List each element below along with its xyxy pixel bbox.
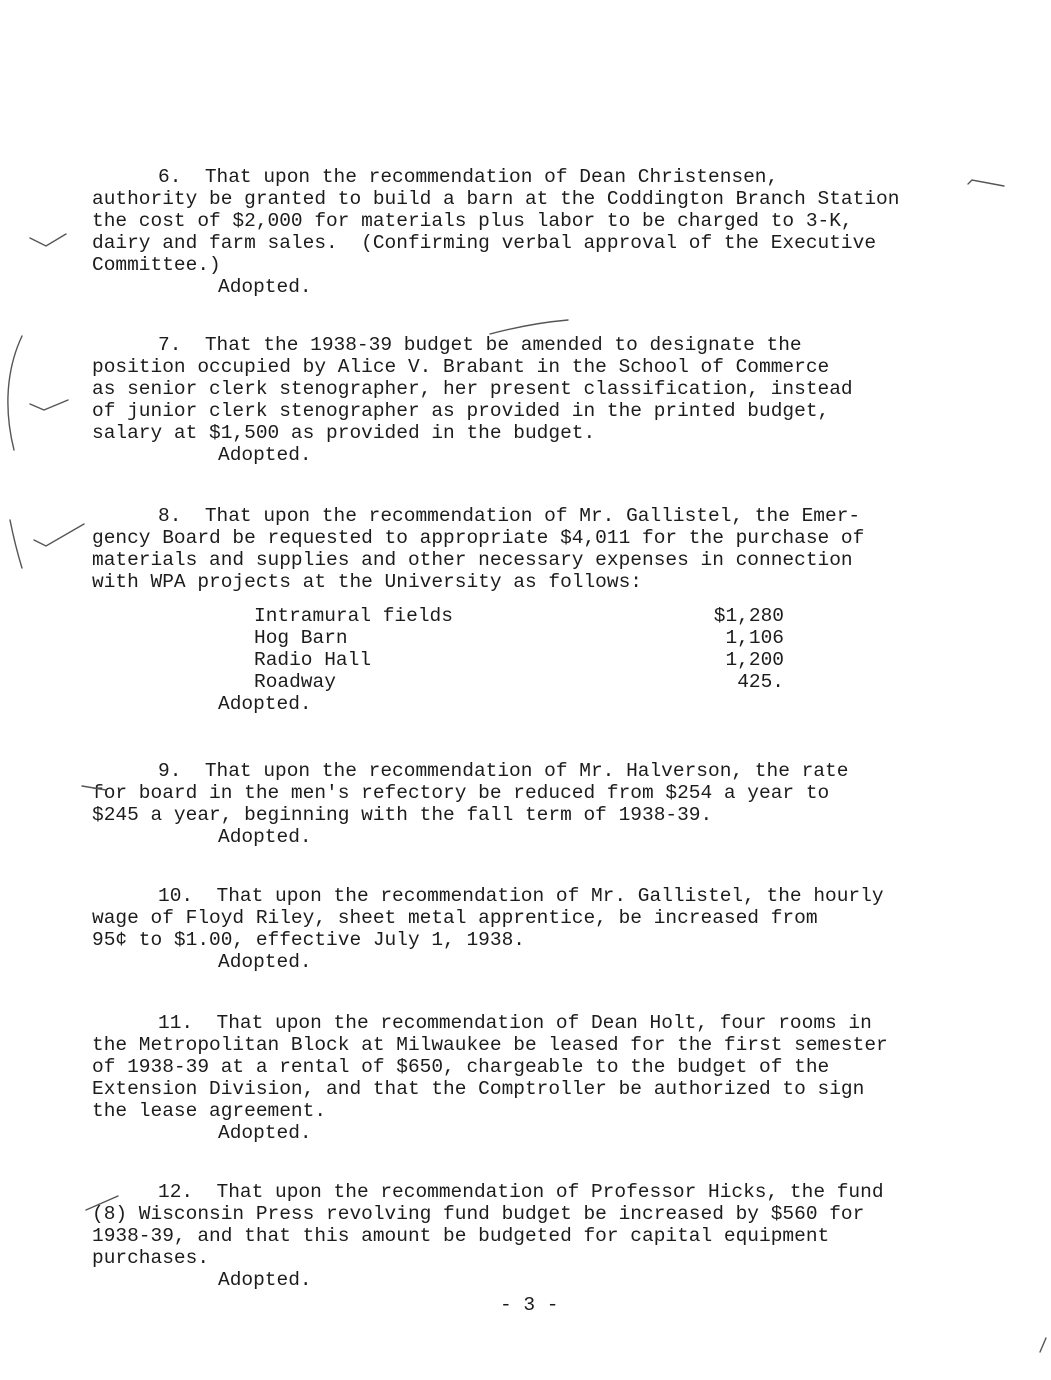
item-number: 7. [158, 334, 182, 356]
item-text-line: 95¢ to $1.00, effective July 1, 1938. [92, 929, 525, 951]
item-text-line: gency Board be requested to appropriate $4,011 for the purchase of [92, 527, 865, 549]
check-mark-icon [30, 400, 68, 410]
adopted-status: Adopted. [218, 693, 312, 715]
tick-mark-icon [82, 786, 106, 790]
item-text-line: position occupied by Alice V. Brabant in the School of Commerce [92, 356, 830, 378]
item-text-line: That upon the recommendation of Mr. Halverson, the rate [204, 760, 849, 782]
budget-label: Roadway [254, 671, 336, 693]
item-text-line: Committee.) [92, 254, 221, 276]
item-text-line: as senior clerk stenographer, her present classification, instead [92, 378, 853, 400]
budget-amount: 425. [737, 671, 784, 693]
check-mark-icon [34, 524, 84, 546]
budget-amount: 1,106 [725, 627, 784, 649]
budget-amount: $1,280 [713, 605, 784, 627]
item-text-line: That upon the recommendation of Mr. Gallistel, the hourly [216, 885, 884, 907]
item-text-line: with WPA projects at the University as follows: [92, 571, 642, 593]
item-text-line: salary at $1,500 as provided in the budget. [92, 422, 596, 444]
item-text-line: Extension Division, and that the Comptroller be authorized to sign [92, 1078, 865, 1100]
item-text-line: dairy and farm sales. (Confirming verbal approval of the Executive [92, 232, 877, 254]
item-text-line: That upon the recommendation of Mr. Gallistel, the Emer- [204, 505, 861, 527]
item-number: 8. [158, 505, 182, 527]
item-number: 12. [158, 1181, 194, 1203]
page-number: - 3 - [500, 1294, 559, 1316]
budget-label: Intramural fields [254, 605, 453, 627]
tick-mark-icon [86, 1196, 118, 1210]
item-number: 11. [158, 1012, 194, 1034]
item-text-line: materials and supplies and other necessary expenses in connection [92, 549, 853, 571]
adopted-status: Adopted. [218, 951, 312, 973]
item-text-line: wage of Floyd Riley, sheet metal apprentice, be increased from [92, 907, 818, 929]
item-text-line: the Metropolitan Block at Milwaukee be leased for the first semester [92, 1034, 888, 1056]
item-text-line: That upon the recommendation of Dean Holt, four rooms in [216, 1012, 872, 1034]
budget-label: Hog Barn [254, 627, 348, 649]
item-text-line: That upon the recommendation of Dean Christensen, [204, 166, 779, 188]
underline-mark-icon [490, 320, 568, 334]
item-number: 6. [158, 166, 182, 188]
item-text-line: authority be granted to build a barn at the Coddington Branch Station [92, 188, 900, 210]
item-text-line: purchases. [92, 1247, 210, 1269]
item-text-line: $245 a year, beginning with the fall term of 1938-39. [92, 804, 713, 826]
adopted-status: Adopted. [218, 1269, 312, 1291]
item-number: 10. [158, 885, 194, 907]
tick-mark-icon [968, 180, 1004, 186]
item-text-line: of 1938-39 at a rental of $650, chargeable to the budget of the [92, 1056, 830, 1078]
item-text-line: (8) Wisconsin Press revolving fund budget be increased by $560 for [92, 1203, 865, 1225]
adopted-status: Adopted. [218, 276, 312, 298]
item-text-line: for board in the men's refectory be reduced from $254 a year to [92, 782, 830, 804]
budget-label: Radio Hall [254, 649, 372, 671]
item-text-line: That the 1938-39 budget be amended to designate the [204, 334, 802, 356]
item-number: 9. [158, 760, 182, 782]
item-text-line: the cost of $2,000 for materials plus labor to be charged to 3-K, [92, 210, 853, 232]
adopted-status: Adopted. [218, 826, 312, 848]
tick-mark-icon [1040, 1338, 1046, 1352]
adopted-status: Adopted. [218, 1122, 312, 1144]
item-text-line: the lease agreement. [92, 1100, 327, 1122]
item-text-line: of junior clerk stenographer as provided in the printed budget, [92, 400, 830, 422]
check-mark-icon [30, 234, 66, 246]
bracket-mark-icon [10, 520, 22, 568]
item-text-line: That upon the recommendation of Professor Hicks, the fund [216, 1181, 884, 1203]
bracket-mark-icon [8, 336, 22, 450]
budget-amount: 1,200 [725, 649, 784, 671]
adopted-status: Adopted. [218, 444, 312, 466]
item-text-line: 1938-39, and that this amount be budgeted for capital equipment [92, 1225, 830, 1247]
